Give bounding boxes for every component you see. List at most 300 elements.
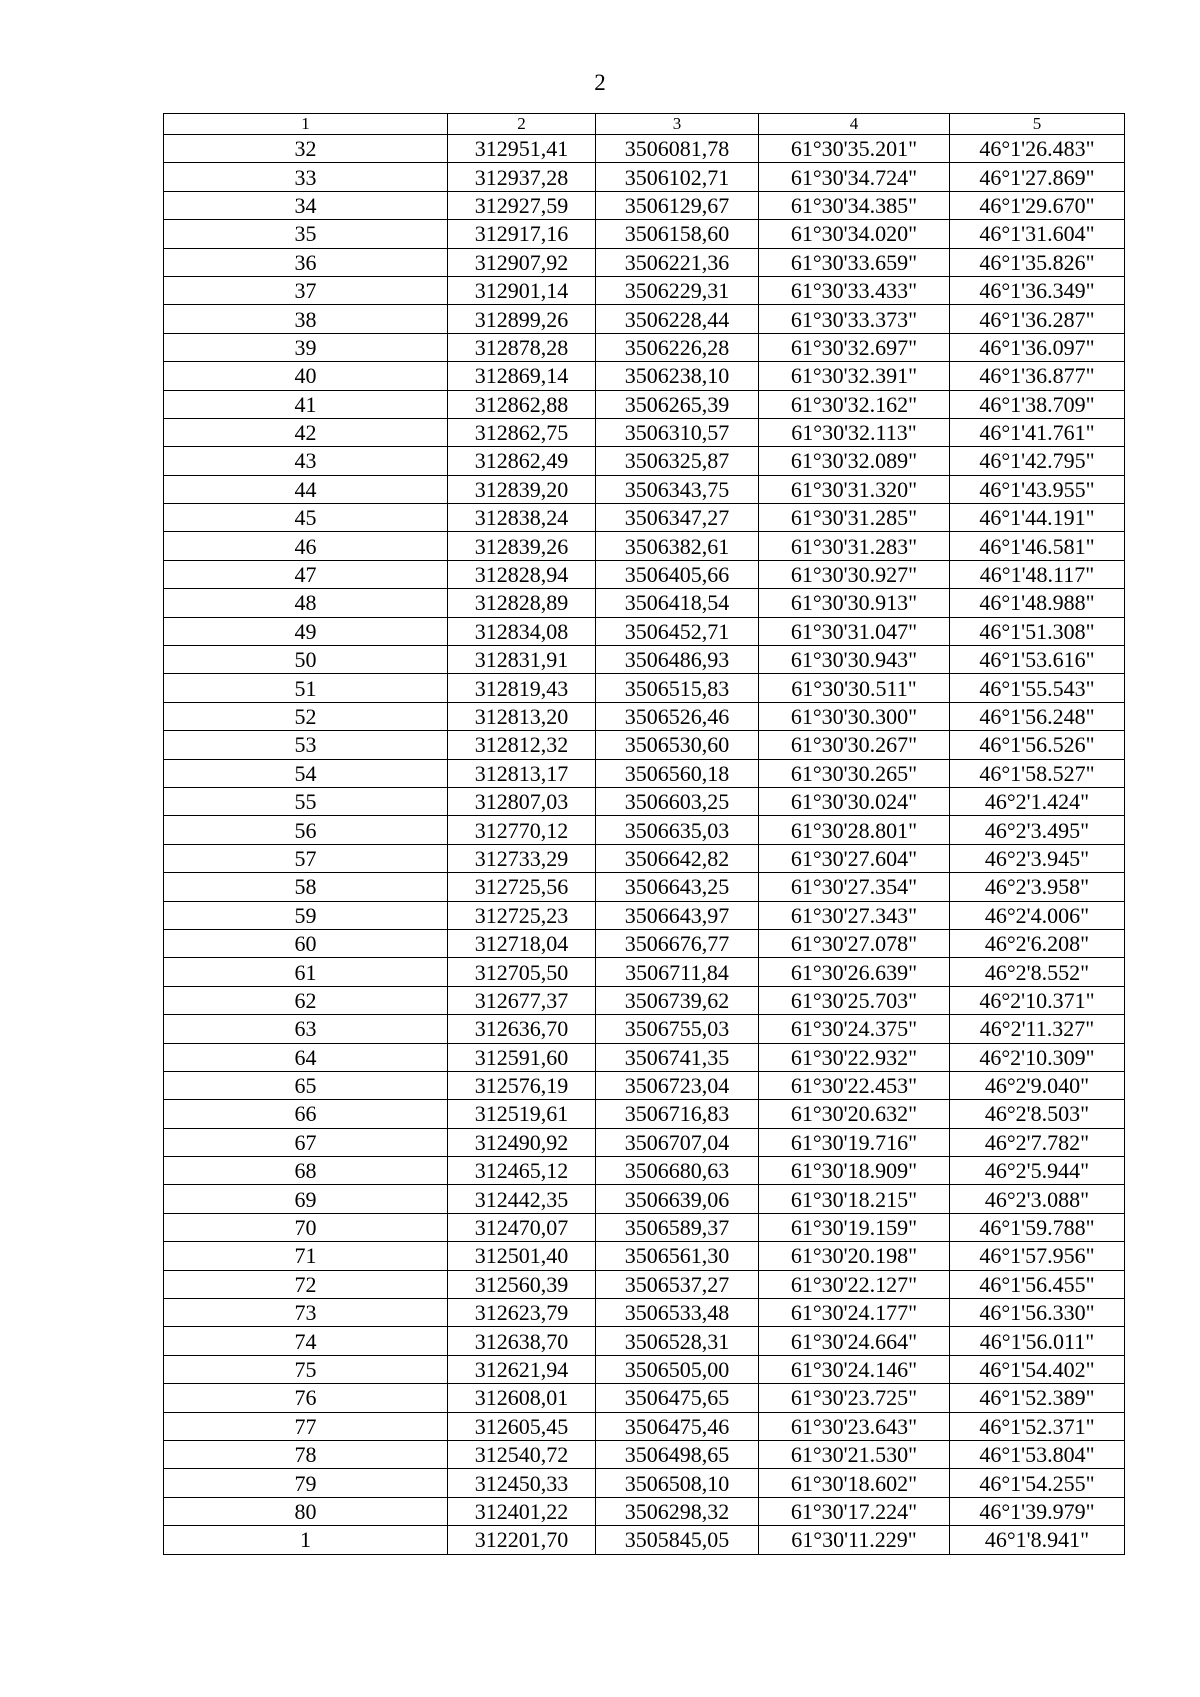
header-row [164,114,1125,135]
table-body [164,135,1125,1555]
point-number-cell: 47 [164,560,448,588]
y-coordinate-cell: 3506515,83 [596,674,759,702]
x-coordinate-cell: 312831,91 [448,646,596,674]
latitude-cell: 61°30'27.078" [759,929,950,957]
table-row [164,1157,1125,1185]
longitude-cell: 46°2'9.040" [950,1071,1125,1099]
x-coordinate-cell: 312725,23 [448,901,596,929]
x-coordinate-cell: 312401,22 [448,1497,596,1525]
point-number-cell: 40 [164,362,448,390]
point-number-cell: 35 [164,220,448,248]
latitude-cell: 61°30'11.229" [759,1526,950,1554]
table-row [164,1242,1125,1270]
point-number-cell: 58 [164,873,448,901]
x-coordinate-cell: 312927,59 [448,191,596,219]
longitude-cell: 46°2'3.958" [950,873,1125,901]
y-coordinate-cell: 3506755,03 [596,1015,759,1043]
x-coordinate-cell: 312490,92 [448,1128,596,1156]
y-coordinate-cell: 3506405,66 [596,560,759,588]
table-row [164,1412,1125,1440]
y-coordinate-cell: 3506298,32 [596,1497,759,1525]
latitude-cell: 61°30'24.177" [759,1299,950,1327]
y-coordinate-cell: 3506676,77 [596,929,759,957]
y-coordinate-cell: 3506528,31 [596,1327,759,1355]
table-row [164,1440,1125,1468]
latitude-cell: 61°30'24.146" [759,1355,950,1383]
point-number-cell: 77 [164,1412,448,1440]
table-row [164,163,1125,191]
table-row [164,305,1125,333]
latitude-cell: 61°30'34.385" [759,191,950,219]
longitude-cell: 46°1'42.795" [950,447,1125,475]
x-coordinate-cell: 312733,29 [448,844,596,872]
x-coordinate-cell: 312608,01 [448,1384,596,1412]
latitude-cell: 61°30'32.113" [759,418,950,446]
point-number-cell: 33 [164,163,448,191]
point-number-cell: 59 [164,901,448,929]
x-coordinate-cell: 312813,20 [448,702,596,730]
latitude-cell: 61°30'19.159" [759,1213,950,1241]
longitude-cell: 46°2'8.503" [950,1100,1125,1128]
longitude-cell: 46°1'48.117" [950,560,1125,588]
longitude-cell: 46°1'51.308" [950,617,1125,645]
table-row [164,390,1125,418]
y-coordinate-cell: 3506343,75 [596,475,759,503]
header-cell: 2 [448,114,596,135]
x-coordinate-cell: 312907,92 [448,248,596,276]
x-coordinate-cell: 312878,28 [448,333,596,361]
x-coordinate-cell: 312623,79 [448,1299,596,1327]
y-coordinate-cell: 3506560,18 [596,759,759,787]
longitude-cell: 46°1'48.988" [950,589,1125,617]
latitude-cell: 61°30'28.801" [759,816,950,844]
x-coordinate-cell: 312501,40 [448,1242,596,1270]
point-number-cell: 66 [164,1100,448,1128]
x-coordinate-cell: 312770,12 [448,816,596,844]
table-row [164,504,1125,532]
table-row [164,731,1125,759]
longitude-cell: 46°1'56.455" [950,1270,1125,1298]
x-coordinate-cell: 312951,41 [448,135,596,163]
point-number-cell: 38 [164,305,448,333]
latitude-cell: 61°30'24.664" [759,1327,950,1355]
point-number-cell: 32 [164,135,448,163]
longitude-cell: 46°1'36.349" [950,276,1125,304]
longitude-cell: 46°1'44.191" [950,504,1125,532]
y-coordinate-cell: 3506741,35 [596,1043,759,1071]
longitude-cell: 46°2'4.006" [950,901,1125,929]
latitude-cell: 61°30'19.716" [759,1128,950,1156]
table-row [164,1100,1125,1128]
header-cell: 1 [164,114,448,135]
x-coordinate-cell: 312819,43 [448,674,596,702]
longitude-cell: 46°2'3.495" [950,816,1125,844]
longitude-cell: 46°1'8.941" [950,1526,1125,1554]
table-row [164,1213,1125,1241]
latitude-cell: 61°30'30.927" [759,560,950,588]
longitude-cell: 46°1'56.248" [950,702,1125,730]
table-row [164,1015,1125,1043]
point-number-cell: 1 [164,1526,448,1554]
y-coordinate-cell: 3506723,04 [596,1071,759,1099]
x-coordinate-cell: 312450,33 [448,1469,596,1497]
x-coordinate-cell: 312540,72 [448,1440,596,1468]
longitude-cell: 46°2'7.782" [950,1128,1125,1156]
table-row [164,646,1125,674]
table-row [164,560,1125,588]
latitude-cell: 61°30'30.511" [759,674,950,702]
point-number-cell: 79 [164,1469,448,1497]
latitude-cell: 61°30'30.024" [759,787,950,815]
table-row [164,1497,1125,1525]
x-coordinate-cell: 312621,94 [448,1355,596,1383]
latitude-cell: 61°30'34.020" [759,220,950,248]
y-coordinate-cell: 3505845,05 [596,1526,759,1554]
latitude-cell: 61°30'33.373" [759,305,950,333]
longitude-cell: 46°1'46.581" [950,532,1125,560]
longitude-cell: 46°1'53.616" [950,646,1125,674]
y-coordinate-cell: 3506643,97 [596,901,759,929]
table-row [164,1526,1125,1554]
y-coordinate-cell: 3506508,10 [596,1469,759,1497]
x-coordinate-cell: 312828,94 [448,560,596,588]
x-coordinate-cell: 312201,70 [448,1526,596,1554]
x-coordinate-cell: 312605,45 [448,1412,596,1440]
y-coordinate-cell: 3506530,60 [596,731,759,759]
y-coordinate-cell: 3506639,06 [596,1185,759,1213]
table-row [164,1469,1125,1497]
point-number-cell: 80 [164,1497,448,1525]
latitude-cell: 61°30'30.943" [759,646,950,674]
y-coordinate-cell: 3506505,00 [596,1355,759,1383]
y-coordinate-cell: 3506707,04 [596,1128,759,1156]
latitude-cell: 61°30'17.224" [759,1497,950,1525]
latitude-cell: 61°30'25.703" [759,986,950,1014]
point-number-cell: 72 [164,1270,448,1298]
longitude-cell: 46°1'53.804" [950,1440,1125,1468]
table-row [164,901,1125,929]
point-number-cell: 55 [164,787,448,815]
x-coordinate-cell: 312677,37 [448,986,596,1014]
y-coordinate-cell: 3506325,87 [596,447,759,475]
x-coordinate-cell: 312862,88 [448,390,596,418]
latitude-cell: 61°30'23.725" [759,1384,950,1412]
x-coordinate-cell: 312705,50 [448,958,596,986]
longitude-cell: 46°2'10.309" [950,1043,1125,1071]
x-coordinate-cell: 312725,56 [448,873,596,901]
x-coordinate-cell: 312917,16 [448,220,596,248]
x-coordinate-cell: 312937,28 [448,163,596,191]
point-number-cell: 41 [164,390,448,418]
point-number-cell: 39 [164,333,448,361]
latitude-cell: 61°30'22.127" [759,1270,950,1298]
y-coordinate-cell: 3506635,03 [596,816,759,844]
table-row [164,759,1125,787]
latitude-cell: 61°30'31.047" [759,617,950,645]
latitude-cell: 61°30'30.265" [759,759,950,787]
y-coordinate-cell: 3506716,83 [596,1100,759,1128]
y-coordinate-cell: 3506561,30 [596,1242,759,1270]
point-number-cell: 62 [164,986,448,1014]
latitude-cell: 61°30'32.162" [759,390,950,418]
table-row [164,1355,1125,1383]
longitude-cell: 46°2'1.424" [950,787,1125,815]
table-row [164,844,1125,872]
table-row [164,1270,1125,1298]
latitude-cell: 61°30'23.643" [759,1412,950,1440]
latitude-cell: 61°30'18.909" [759,1157,950,1185]
y-coordinate-cell: 3506486,93 [596,646,759,674]
latitude-cell: 61°30'20.198" [759,1242,950,1270]
x-coordinate-cell: 312834,08 [448,617,596,645]
point-number-cell: 76 [164,1384,448,1412]
point-number-cell: 56 [164,816,448,844]
longitude-cell: 46°1'31.604" [950,220,1125,248]
point-number-cell: 65 [164,1071,448,1099]
table-row [164,1299,1125,1327]
longitude-cell: 46°1'39.979" [950,1497,1125,1525]
y-coordinate-cell: 3506226,28 [596,333,759,361]
latitude-cell: 61°30'30.300" [759,702,950,730]
longitude-cell: 46°1'52.389" [950,1384,1125,1412]
latitude-cell: 61°30'21.530" [759,1440,950,1468]
y-coordinate-cell: 3506158,60 [596,220,759,248]
point-number-cell: 49 [164,617,448,645]
latitude-cell: 61°30'22.453" [759,1071,950,1099]
y-coordinate-cell: 3506229,31 [596,276,759,304]
y-coordinate-cell: 3506228,44 [596,305,759,333]
point-number-cell: 46 [164,532,448,560]
y-coordinate-cell: 3506081,78 [596,135,759,163]
table-row [164,276,1125,304]
x-coordinate-cell: 312862,75 [448,418,596,446]
point-number-cell: 75 [164,1355,448,1383]
latitude-cell: 61°30'30.267" [759,731,950,759]
header-cell: 3 [596,114,759,135]
longitude-cell: 46°1'36.287" [950,305,1125,333]
y-coordinate-cell: 3506129,67 [596,191,759,219]
latitude-cell: 61°30'20.632" [759,1100,950,1128]
table-row [164,475,1125,503]
latitude-cell: 61°30'32.391" [759,362,950,390]
x-coordinate-cell: 312838,24 [448,504,596,532]
table-row [164,617,1125,645]
latitude-cell: 61°30'32.089" [759,447,950,475]
y-coordinate-cell: 3506452,71 [596,617,759,645]
table-row [164,1185,1125,1213]
table-row [164,1128,1125,1156]
x-coordinate-cell: 312813,17 [448,759,596,787]
longitude-cell: 46°1'52.371" [950,1412,1125,1440]
y-coordinate-cell: 3506642,82 [596,844,759,872]
point-number-cell: 67 [164,1128,448,1156]
x-coordinate-cell: 312442,35 [448,1185,596,1213]
point-number-cell: 44 [164,475,448,503]
x-coordinate-cell: 312636,70 [448,1015,596,1043]
table-row [164,191,1125,219]
longitude-cell: 46°1'38.709" [950,390,1125,418]
latitude-cell: 61°30'26.639" [759,958,950,986]
y-coordinate-cell: 3506221,36 [596,248,759,276]
longitude-cell: 46°2'11.327" [950,1015,1125,1043]
table-row [164,873,1125,901]
y-coordinate-cell: 3506238,10 [596,362,759,390]
latitude-cell: 61°30'18.215" [759,1185,950,1213]
y-coordinate-cell: 3506265,39 [596,390,759,418]
longitude-cell: 46°1'36.097" [950,333,1125,361]
table-header [164,114,1125,135]
table-row [164,1327,1125,1355]
latitude-cell: 61°30'27.343" [759,901,950,929]
latitude-cell: 61°30'33.433" [759,276,950,304]
longitude-cell: 46°1'54.402" [950,1355,1125,1383]
y-coordinate-cell: 3506475,46 [596,1412,759,1440]
y-coordinate-cell: 3506526,46 [596,702,759,730]
longitude-cell: 46°1'56.526" [950,731,1125,759]
y-coordinate-cell: 3506475,65 [596,1384,759,1412]
x-coordinate-cell: 312899,26 [448,305,596,333]
point-number-cell: 51 [164,674,448,702]
x-coordinate-cell: 312718,04 [448,929,596,957]
x-coordinate-cell: 312576,19 [448,1071,596,1099]
point-number-cell: 42 [164,418,448,446]
y-coordinate-cell: 3506603,25 [596,787,759,815]
header-cell: 5 [950,114,1125,135]
point-number-cell: 60 [164,929,448,957]
latitude-cell: 61°30'33.659" [759,248,950,276]
latitude-cell: 61°30'30.913" [759,589,950,617]
table-row [164,787,1125,815]
longitude-cell: 46°2'3.088" [950,1185,1125,1213]
point-number-cell: 37 [164,276,448,304]
table-row [164,929,1125,957]
longitude-cell: 46°2'3.945" [950,844,1125,872]
longitude-cell: 46°2'8.552" [950,958,1125,986]
x-coordinate-cell: 312807,03 [448,787,596,815]
point-number-cell: 68 [164,1157,448,1185]
longitude-cell: 46°1'56.330" [950,1299,1125,1327]
y-coordinate-cell: 3506711,84 [596,958,759,986]
point-number-cell: 69 [164,1185,448,1213]
longitude-cell: 46°2'6.208" [950,929,1125,957]
table-row [164,674,1125,702]
point-number-cell: 70 [164,1213,448,1241]
table-row [164,958,1125,986]
y-coordinate-cell: 3506589,37 [596,1213,759,1241]
point-number-cell: 45 [164,504,448,532]
x-coordinate-cell: 312839,20 [448,475,596,503]
longitude-cell: 46°1'29.670" [950,191,1125,219]
point-number-cell: 57 [164,844,448,872]
table-row [164,135,1125,163]
longitude-cell: 46°1'35.826" [950,248,1125,276]
point-number-cell: 61 [164,958,448,986]
point-number-cell: 71 [164,1242,448,1270]
table-row [164,986,1125,1014]
latitude-cell: 61°30'24.375" [759,1015,950,1043]
longitude-cell: 46°1'41.761" [950,418,1125,446]
y-coordinate-cell: 3506533,48 [596,1299,759,1327]
latitude-cell: 61°30'34.724" [759,163,950,191]
point-number-cell: 78 [164,1440,448,1468]
y-coordinate-cell: 3506418,54 [596,589,759,617]
point-number-cell: 64 [164,1043,448,1071]
table-row [164,418,1125,446]
table-row [164,702,1125,730]
longitude-cell: 46°1'43.955" [950,475,1125,503]
x-coordinate-cell: 312519,61 [448,1100,596,1128]
table-row [164,248,1125,276]
point-number-cell: 73 [164,1299,448,1327]
x-coordinate-cell: 312465,12 [448,1157,596,1185]
longitude-cell: 46°1'56.011" [950,1327,1125,1355]
table-row [164,220,1125,248]
point-number-cell: 36 [164,248,448,276]
y-coordinate-cell: 3506498,65 [596,1440,759,1468]
point-number-cell: 34 [164,191,448,219]
x-coordinate-cell: 312591,60 [448,1043,596,1071]
longitude-cell: 46°1'27.869" [950,163,1125,191]
y-coordinate-cell: 3506347,27 [596,504,759,532]
table-row [164,333,1125,361]
point-number-cell: 48 [164,589,448,617]
x-coordinate-cell: 312638,70 [448,1327,596,1355]
y-coordinate-cell: 3506643,25 [596,873,759,901]
y-coordinate-cell: 3506310,57 [596,418,759,446]
coordinates-table [163,113,1125,1555]
table-row [164,362,1125,390]
table-row [164,1384,1125,1412]
latitude-cell: 61°30'18.602" [759,1469,950,1497]
table-row [164,1071,1125,1099]
point-number-cell: 52 [164,702,448,730]
x-coordinate-cell: 312560,39 [448,1270,596,1298]
latitude-cell: 61°30'31.320" [759,475,950,503]
latitude-cell: 61°30'32.697" [759,333,950,361]
point-number-cell: 53 [164,731,448,759]
point-number-cell: 63 [164,1015,448,1043]
latitude-cell: 61°30'35.201" [759,135,950,163]
latitude-cell: 61°30'27.604" [759,844,950,872]
y-coordinate-cell: 3506382,61 [596,532,759,560]
x-coordinate-cell: 312812,32 [448,731,596,759]
point-number-cell: 50 [164,646,448,674]
x-coordinate-cell: 312862,49 [448,447,596,475]
table-row [164,532,1125,560]
point-number-cell: 43 [164,447,448,475]
x-coordinate-cell: 312828,89 [448,589,596,617]
y-coordinate-cell: 3506102,71 [596,163,759,191]
page-number: 2 [594,70,606,95]
longitude-cell: 46°2'5.944" [950,1157,1125,1185]
y-coordinate-cell: 3506739,62 [596,986,759,1014]
longitude-cell: 46°2'10.371" [950,986,1125,1014]
longitude-cell: 46°1'58.527" [950,759,1125,787]
table-row [164,1043,1125,1071]
longitude-cell: 46°1'57.956" [950,1242,1125,1270]
x-coordinate-cell: 312839,26 [448,532,596,560]
longitude-cell: 46°1'59.788" [950,1213,1125,1241]
latitude-cell: 61°30'31.285" [759,504,950,532]
header-cell: 4 [759,114,950,135]
table-row [164,589,1125,617]
latitude-cell: 61°30'31.283" [759,532,950,560]
table-row [164,447,1125,475]
table-row [164,816,1125,844]
latitude-cell: 61°30'22.932" [759,1043,950,1071]
point-number-cell: 74 [164,1327,448,1355]
point-number-cell: 54 [164,759,448,787]
